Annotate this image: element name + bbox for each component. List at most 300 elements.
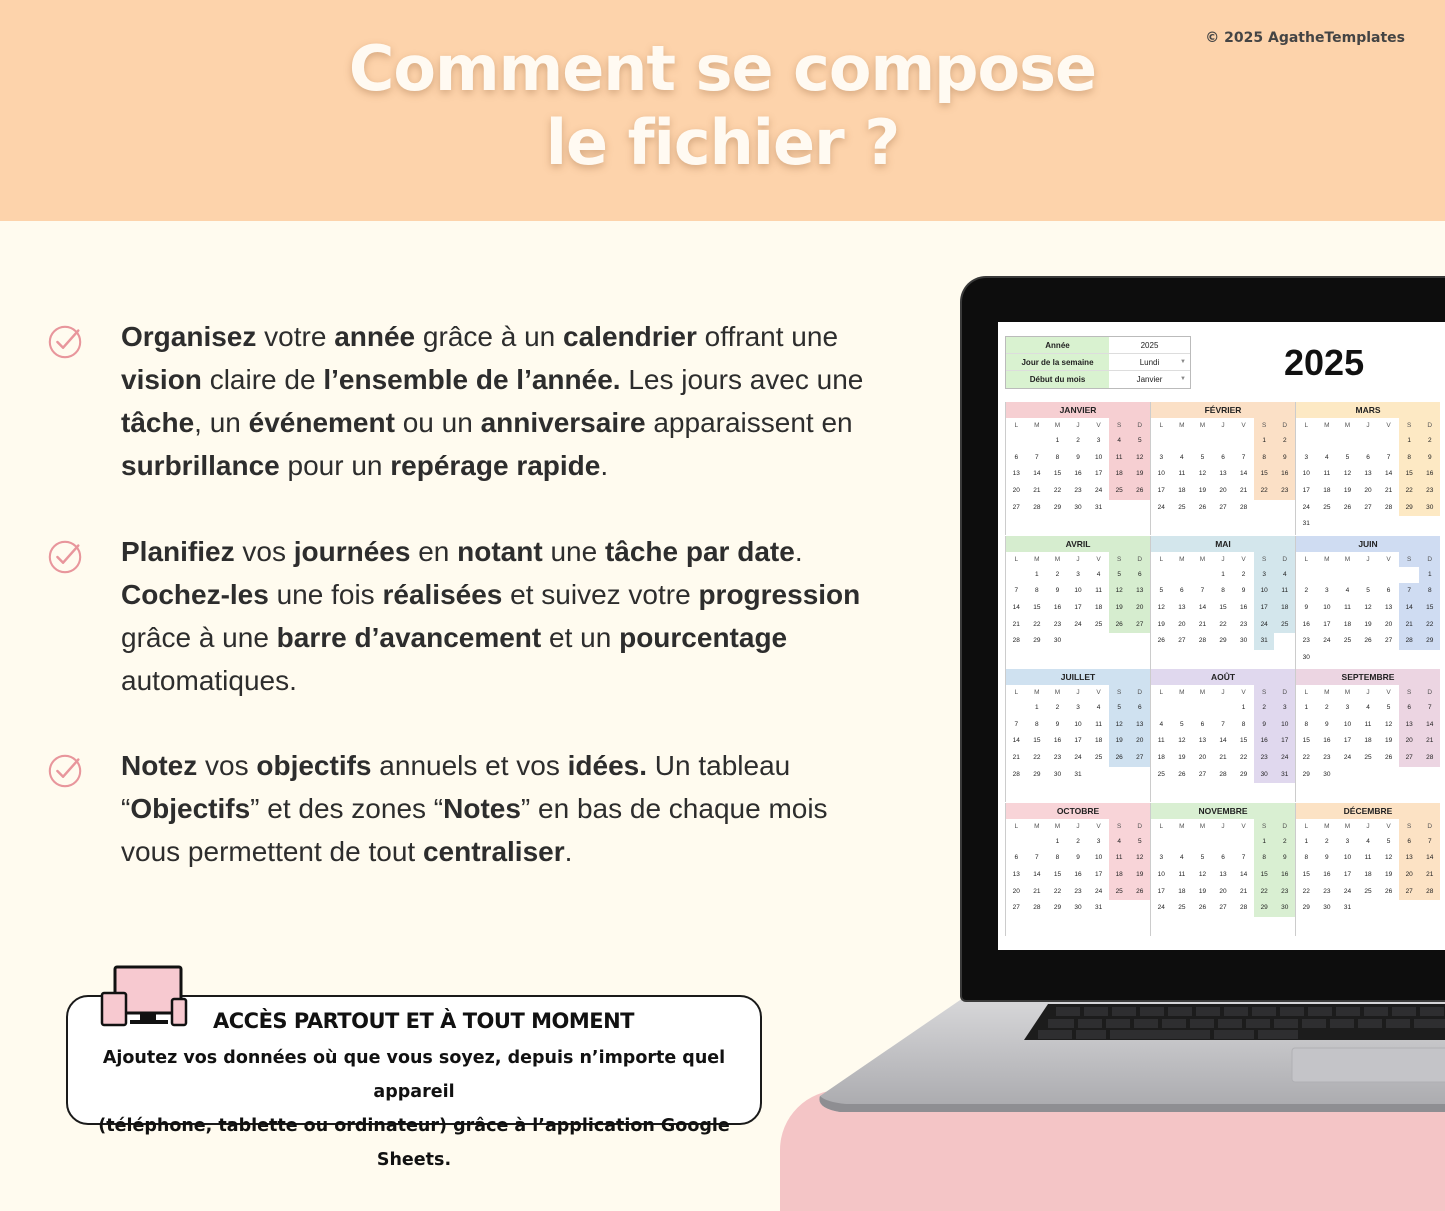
calendar-day[interactable]: 16	[1274, 867, 1295, 884]
calendar-day[interactable]: 30	[1323, 904, 1331, 912]
calendar-day[interactable]: 7	[1014, 587, 1019, 595]
calendar-day[interactable]: 19	[1157, 620, 1165, 628]
calendar-day[interactable]: 7	[1035, 453, 1039, 461]
calendar-day[interactable]: 11	[1344, 603, 1351, 611]
calendar-day[interactable]: 21	[1384, 487, 1393, 495]
calendar-day[interactable]: 23	[1323, 887, 1331, 895]
calendar-day[interactable]: 28	[1399, 633, 1420, 650]
calendar-day[interactable]: 3	[1304, 453, 1309, 461]
calendar-day[interactable]: 28	[1219, 770, 1227, 778]
calendar-day[interactable]: 2	[1274, 433, 1295, 450]
calendar-day[interactable]: 2	[1055, 704, 1060, 711]
calendar-day[interactable]: 5	[1200, 854, 1205, 862]
calendar-day[interactable]: 5	[1109, 567, 1130, 584]
calendar-day[interactable]: 9	[1304, 603, 1309, 611]
calendar-day[interactable]: 22	[1399, 483, 1420, 500]
calendar-day[interactable]: 30	[1074, 904, 1082, 912]
calendar-day[interactable]: 11	[1364, 854, 1372, 862]
calendar-day[interactable]: 14	[1384, 470, 1393, 478]
calendar-day[interactable]: 28	[1033, 904, 1041, 912]
calendar-day[interactable]: 14	[1012, 737, 1020, 745]
calendar-day[interactable]: 17	[1157, 887, 1165, 895]
calendar-day[interactable]: 18	[1109, 867, 1130, 884]
calendar-day[interactable]: 14	[1419, 850, 1440, 867]
calendar-day[interactable]: 26	[1129, 884, 1150, 901]
calendar-day[interactable]: 15	[1302, 870, 1310, 878]
calendar-day[interactable]: 1	[1035, 704, 1039, 711]
calendar-day[interactable]: 7	[1241, 453, 1246, 461]
calendar-day[interactable]: 26	[1343, 503, 1352, 511]
calendar-day[interactable]: 25	[1109, 483, 1130, 500]
calendar-day[interactable]: 29	[1254, 900, 1275, 917]
calendar-day[interactable]: 28	[1384, 503, 1393, 511]
calendar-day[interactable]: 23	[1074, 487, 1082, 495]
calendar-day[interactable]: 17	[1074, 603, 1082, 611]
calendar-day[interactable]: 5	[1109, 700, 1130, 717]
calendar-day[interactable]: 13	[1219, 870, 1227, 878]
calendar-day[interactable]: 23	[1074, 887, 1082, 895]
calendar-day[interactable]: 12	[1157, 603, 1165, 611]
calendar-day[interactable]: 14	[1239, 870, 1248, 878]
calendar-day[interactable]: 23	[1239, 620, 1248, 628]
calendar-day[interactable]: 25	[1157, 770, 1165, 778]
calendar-day[interactable]: 18	[1323, 487, 1331, 495]
calendar-day[interactable]: 10	[1323, 603, 1331, 611]
calendar-day[interactable]: 6	[1129, 567, 1150, 584]
calendar-day[interactable]: 18	[1109, 466, 1130, 483]
calendar-day[interactable]: 20	[1129, 733, 1150, 750]
calendar-day[interactable]: 4	[1180, 453, 1184, 461]
calendar-day[interactable]: 2	[1304, 587, 1309, 595]
calendar-day[interactable]: 29	[1419, 633, 1440, 650]
calendar-day[interactable]: 22	[1033, 620, 1041, 628]
calendar-day[interactable]: 21	[1033, 487, 1041, 495]
calendar-day[interactable]: 18	[1274, 600, 1295, 617]
calendar-day[interactable]: 15	[1419, 600, 1440, 617]
calendar-day[interactable]: 7	[1035, 854, 1039, 862]
calendar-day[interactable]: 12	[1129, 450, 1150, 467]
calendar-day[interactable]: 24	[1094, 887, 1103, 895]
calendar-day[interactable]: 24	[1094, 487, 1103, 495]
calendar-day[interactable]: 18	[1094, 603, 1103, 611]
calendar-day[interactable]: 13	[1012, 470, 1020, 478]
calendar-day[interactable]: 21	[1399, 617, 1420, 634]
calendar-day[interactable]: 17	[1157, 487, 1165, 495]
calendar-day[interactable]: 20	[1012, 487, 1020, 495]
calendar-day[interactable]: 2	[1076, 837, 1080, 845]
calendar-day[interactable]: 20	[1178, 620, 1186, 628]
calendar-day[interactable]: 4	[1096, 704, 1101, 711]
calendar-day[interactable]: 8	[1304, 720, 1309, 728]
calendar-day[interactable]: 11	[1178, 870, 1186, 878]
calendar-day[interactable]: 3	[1274, 700, 1295, 717]
calendar-day[interactable]: 6	[1221, 854, 1225, 862]
calendar-day[interactable]: 7	[1200, 587, 1205, 595]
calendar-day[interactable]: 11	[1364, 720, 1372, 728]
calendar-day[interactable]: 21	[1419, 733, 1440, 750]
calendar-day[interactable]: 29	[1239, 770, 1248, 778]
calendar-day[interactable]: 6	[1366, 453, 1370, 461]
calendar-day[interactable]: 25	[1178, 904, 1186, 912]
calendar-day[interactable]: 21	[1012, 754, 1020, 762]
calendar-day[interactable]: 26	[1384, 754, 1393, 762]
calendar-day[interactable]: 16	[1053, 737, 1062, 745]
calendar-day[interactable]: 20	[1364, 487, 1372, 495]
calendar-day[interactable]: 19	[1178, 754, 1186, 762]
calendar-day[interactable]: 19	[1109, 600, 1130, 617]
calendar-day[interactable]: 27	[1384, 637, 1393, 645]
calendar-day[interactable]: 16	[1074, 470, 1082, 478]
calendar-day[interactable]: 15	[1053, 870, 1062, 878]
calendar-day[interactable]: 9	[1055, 587, 1060, 595]
calendar-day[interactable]: 5	[1386, 837, 1391, 845]
calendar-day[interactable]: 9	[1325, 854, 1329, 862]
calendar-day[interactable]: 1	[1399, 433, 1420, 450]
calendar-day[interactable]: 12	[1384, 720, 1393, 728]
calendar-day[interactable]: 29	[1219, 637, 1227, 645]
calendar-day[interactable]: 19	[1129, 466, 1150, 483]
calendar-day[interactable]: 15	[1219, 603, 1227, 611]
calendar-day[interactable]: 11	[1109, 450, 1130, 467]
calendar-day[interactable]: 13	[1399, 717, 1420, 734]
calendar-day[interactable]: 20	[1219, 887, 1227, 895]
calendar-day[interactable]: 11	[1323, 470, 1331, 478]
calendar-day[interactable]: 22	[1053, 487, 1062, 495]
calendar-day[interactable]: 5	[1129, 433, 1150, 450]
calendar-day[interactable]: 11	[1095, 720, 1102, 728]
calendar-day[interactable]: 24	[1254, 617, 1275, 634]
calendar-day[interactable]: 3	[1159, 854, 1164, 862]
calendar-day[interactable]: 30	[1254, 767, 1275, 784]
calendar-day[interactable]: 8	[1055, 854, 1060, 862]
calendar-day[interactable]: 31	[1094, 503, 1103, 511]
calendar-day[interactable]: 12	[1178, 737, 1186, 745]
calendar-day[interactable]: 23	[1274, 884, 1295, 901]
calendar-day[interactable]: 27	[1129, 617, 1150, 634]
month-start-select[interactable]	[1109, 371, 1190, 388]
calendar-day[interactable]: 30	[1274, 900, 1295, 917]
calendar-day[interactable]: 1	[1221, 570, 1225, 578]
calendar-day[interactable]: 2	[1076, 437, 1080, 444]
calendar-day[interactable]: 25	[1094, 620, 1103, 628]
calendar-day[interactable]: 14	[1033, 470, 1041, 478]
calendar-day[interactable]: 21	[1419, 867, 1440, 884]
calendar-day[interactable]: 24	[1302, 503, 1310, 511]
calendar-day[interactable]: 19	[1384, 737, 1393, 745]
calendar-day[interactable]: 6	[1221, 453, 1225, 461]
calendar-day[interactable]: 26	[1198, 503, 1207, 511]
calendar-day[interactable]: 17	[1323, 620, 1331, 628]
year-input[interactable]	[1109, 337, 1190, 353]
calendar-day[interactable]: 3	[1254, 567, 1275, 584]
calendar-day[interactable]: 28	[1239, 904, 1248, 912]
calendar-day[interactable]: 17	[1094, 870, 1103, 878]
calendar-day[interactable]: 5	[1386, 704, 1391, 711]
calendar-day[interactable]: 4	[1159, 720, 1164, 728]
calendar-day[interactable]: 14	[1198, 603, 1207, 611]
calendar-day[interactable]: 31	[1302, 520, 1310, 528]
calendar-day[interactable]: 14	[1033, 870, 1041, 878]
calendar-day[interactable]: 9	[1274, 850, 1295, 867]
calendar-day[interactable]: 4	[1096, 570, 1101, 578]
calendar-day[interactable]: 8	[1304, 854, 1309, 862]
calendar-day[interactable]: 9	[1254, 717, 1275, 734]
calendar-day[interactable]: 24	[1157, 904, 1165, 912]
calendar-day[interactable]: 22	[1302, 754, 1310, 762]
calendar-day[interactable]: 1	[1304, 704, 1309, 711]
calendar-day[interactable]: 28	[1012, 637, 1020, 645]
calendar-day[interactable]: 19	[1109, 733, 1130, 750]
calendar-day[interactable]: 13	[1129, 583, 1150, 600]
calendar-day[interactable]: 6	[1180, 587, 1184, 595]
calendar-day[interactable]: 2	[1055, 570, 1060, 578]
calendar-day[interactable]: 28	[1419, 750, 1440, 767]
calendar-day[interactable]: 24	[1157, 503, 1165, 511]
calendar-day[interactable]: 5	[1129, 834, 1150, 851]
calendar-day[interactable]: 24	[1274, 750, 1295, 767]
calendar-day[interactable]: 23	[1053, 620, 1062, 628]
calendar-day[interactable]: 19	[1198, 487, 1207, 495]
calendar-day[interactable]: 10	[1094, 453, 1103, 461]
calendar-day[interactable]: 6	[1399, 700, 1420, 717]
calendar-day[interactable]: 4	[1345, 587, 1350, 595]
calendar-day[interactable]: 30	[1053, 637, 1062, 645]
calendar-day[interactable]: 31	[1343, 904, 1352, 912]
calendar-day[interactable]: 15	[1033, 603, 1041, 611]
calendar-day[interactable]: 26	[1157, 637, 1165, 645]
calendar-day[interactable]: 9	[1076, 854, 1080, 862]
calendar-day[interactable]: 6	[1386, 587, 1391, 595]
calendar-day[interactable]: 4	[1180, 854, 1184, 862]
calendar-day[interactable]: 21	[1239, 887, 1248, 895]
calendar-day[interactable]: 29	[1053, 503, 1062, 511]
calendar-day[interactable]: 23	[1254, 750, 1275, 767]
calendar-day[interactable]: 18	[1343, 620, 1352, 628]
calendar-day[interactable]: 2	[1254, 700, 1275, 717]
calendar-day[interactable]: 17	[1094, 470, 1103, 478]
calendar-day[interactable]: 1	[1035, 570, 1039, 578]
calendar-day[interactable]: 7	[1386, 453, 1391, 461]
calendar-day[interactable]: 26	[1364, 637, 1372, 645]
calendar-day[interactable]: 25	[1094, 754, 1103, 762]
calendar-day[interactable]: 21	[1012, 620, 1020, 628]
calendar-day[interactable]: 10	[1343, 854, 1352, 862]
calendar-day[interactable]: 26	[1384, 887, 1393, 895]
calendar-day[interactable]: 12	[1129, 850, 1150, 867]
calendar-day[interactable]: 6	[1014, 854, 1019, 862]
calendar-day[interactable]: 22	[1033, 754, 1041, 762]
calendar-day[interactable]: 12	[1384, 854, 1393, 862]
calendar-day[interactable]: 21	[1198, 620, 1207, 628]
calendar-day[interactable]: 29	[1302, 904, 1310, 912]
calendar-day[interactable]: 3	[1096, 837, 1101, 845]
calendar-day[interactable]: 15	[1302, 737, 1310, 745]
calendar-day[interactable]: 26	[1198, 904, 1207, 912]
calendar-day[interactable]: 24	[1323, 637, 1331, 645]
calendar-day[interactable]: 6	[1399, 834, 1420, 851]
calendar-day[interactable]: 28	[1419, 884, 1440, 901]
calendar-day[interactable]: 10	[1094, 854, 1103, 862]
calendar-day[interactable]: 7	[1399, 583, 1420, 600]
calendar-day[interactable]: 20	[1399, 733, 1420, 750]
calendar-day[interactable]: 12	[1343, 470, 1352, 478]
calendar-day[interactable]: 27	[1012, 904, 1020, 912]
calendar-day[interactable]: 17	[1274, 733, 1295, 750]
calendar-day[interactable]: 16	[1302, 620, 1310, 628]
calendar-day[interactable]: 6	[1200, 720, 1205, 728]
calendar-day[interactable]: 10	[1074, 587, 1082, 595]
calendar-day[interactable]: 13	[1178, 603, 1186, 611]
calendar-day[interactable]: 26	[1129, 483, 1150, 500]
calendar-day[interactable]: 3	[1076, 570, 1080, 578]
calendar-day[interactable]: 25	[1364, 887, 1372, 895]
calendar-day[interactable]: 16	[1323, 737, 1331, 745]
calendar-day[interactable]: 26	[1109, 617, 1130, 634]
calendar-day[interactable]: 3	[1325, 587, 1329, 595]
calendar-day[interactable]: 9	[1419, 450, 1440, 467]
calendar-day[interactable]: 26	[1109, 750, 1130, 767]
calendar-day[interactable]: 10	[1074, 720, 1082, 728]
calendar-day[interactable]: 27	[1178, 637, 1186, 645]
calendar-day[interactable]: 2	[1241, 570, 1246, 578]
calendar-day[interactable]: 18	[1364, 737, 1372, 745]
calendar-day[interactable]: 31	[1074, 770, 1082, 778]
calendar-day[interactable]: 29	[1033, 770, 1041, 778]
calendar-day[interactable]: 4	[1366, 837, 1370, 845]
calendar-day[interactable]: 17	[1343, 870, 1352, 878]
calendar-day[interactable]: 6	[1014, 453, 1019, 461]
calendar-day[interactable]: 3	[1076, 704, 1080, 711]
calendar-day[interactable]: 16	[1239, 603, 1248, 611]
calendar-day[interactable]: 12	[1364, 603, 1372, 611]
calendar-day[interactable]: 11	[1178, 470, 1186, 478]
calendar-day[interactable]: 28	[1033, 503, 1041, 511]
calendar-day[interactable]: 16	[1419, 466, 1440, 483]
calendar-day[interactable]: 11	[1095, 587, 1102, 595]
calendar-day[interactable]: 25	[1364, 754, 1372, 762]
calendar-day[interactable]: 20	[1198, 754, 1207, 762]
calendar-day[interactable]: 28	[1012, 770, 1020, 778]
calendar-day[interactable]: 4	[1366, 704, 1370, 711]
calendar-day[interactable]: 27	[1219, 904, 1227, 912]
calendar-day[interactable]: 9	[1325, 720, 1329, 728]
calendar-day[interactable]: 12	[1198, 470, 1207, 478]
calendar-day[interactable]: 16	[1274, 466, 1295, 483]
calendar-day[interactable]: 7	[1419, 834, 1440, 851]
calendar-day[interactable]: 27	[1129, 750, 1150, 767]
calendar-day[interactable]: 23	[1274, 483, 1295, 500]
calendar-day[interactable]: 24	[1343, 754, 1352, 762]
calendar-day[interactable]: 3	[1159, 453, 1164, 461]
calendar-day[interactable]: 12	[1109, 583, 1130, 600]
calendar-day[interactable]: 10	[1254, 583, 1275, 600]
calendar-day[interactable]: 5	[1180, 720, 1184, 728]
calendar-day[interactable]: 23	[1053, 754, 1062, 762]
calendar-day[interactable]: 31	[1094, 904, 1103, 912]
calendar-day[interactable]: 24	[1074, 754, 1082, 762]
calendar-day[interactable]: 2	[1419, 433, 1440, 450]
calendar-day[interactable]: 30	[1302, 653, 1310, 661]
calendar-day[interactable]: 3	[1345, 837, 1350, 845]
calendar-day[interactable]: 1	[1254, 433, 1275, 450]
calendar-day[interactable]: 21	[1239, 487, 1248, 495]
calendar-day[interactable]: 8	[1399, 450, 1420, 467]
calendar-day[interactable]: 11	[1157, 737, 1165, 745]
calendar-day[interactable]: 25	[1323, 503, 1331, 511]
calendar-day[interactable]: 9	[1274, 450, 1295, 467]
calendar-day[interactable]: 29	[1302, 770, 1310, 778]
calendar-day[interactable]: 1	[1304, 837, 1309, 845]
calendar-day[interactable]: 15	[1239, 737, 1248, 745]
calendar-day[interactable]: 27	[1012, 503, 1020, 511]
calendar-day[interactable]: 11	[1109, 850, 1130, 867]
calendar-day[interactable]: 16	[1074, 870, 1082, 878]
calendar-day[interactable]: 1	[1241, 704, 1246, 711]
calendar-day[interactable]: 14	[1012, 603, 1020, 611]
calendar-day[interactable]: 1	[1254, 834, 1275, 851]
calendar-day[interactable]: 27	[1198, 770, 1207, 778]
calendar-day[interactable]: 22	[1219, 620, 1227, 628]
calendar-day[interactable]: 14	[1219, 737, 1227, 745]
calendar-day[interactable]: 13	[1399, 850, 1420, 867]
calendar-day[interactable]: 8	[1221, 587, 1225, 595]
calendar-day[interactable]: 12	[1109, 717, 1130, 734]
calendar-day[interactable]: 16	[1053, 603, 1062, 611]
calendar-day[interactable]: 25	[1109, 884, 1130, 901]
calendar-day[interactable]: 25	[1178, 503, 1186, 511]
calendar-day[interactable]: 5	[1200, 453, 1205, 461]
calendar-day[interactable]: 8	[1241, 720, 1246, 728]
calendar-day[interactable]: 8	[1419, 583, 1440, 600]
calendar-day[interactable]: 24	[1074, 620, 1082, 628]
calendar-day[interactable]: 1	[1055, 837, 1060, 845]
calendar-day[interactable]: 29	[1053, 904, 1062, 912]
calendar-day[interactable]: 25	[1343, 637, 1352, 645]
calendar-day[interactable]: 4	[1109, 433, 1130, 450]
calendar-day[interactable]: 15	[1053, 470, 1062, 478]
calendar-day[interactable]: 13	[1129, 717, 1150, 734]
calendar-day[interactable]: 18	[1157, 754, 1165, 762]
calendar-day[interactable]: 12	[1198, 870, 1207, 878]
calendar-day[interactable]: 28	[1198, 637, 1207, 645]
calendar-day[interactable]: 4	[1325, 453, 1329, 461]
calendar-day[interactable]: 17	[1343, 737, 1352, 745]
calendar-day[interactable]: 7	[1419, 700, 1440, 717]
calendar-day[interactable]: 17	[1254, 600, 1275, 617]
calendar-day[interactable]: 2	[1325, 837, 1329, 845]
calendar-day[interactable]: 13	[1219, 470, 1227, 478]
calendar-day[interactable]: 30	[1419, 500, 1440, 517]
calendar-day[interactable]: 20	[1384, 620, 1393, 628]
calendar-day[interactable]: 19	[1384, 870, 1393, 878]
calendar-day[interactable]: 21	[1219, 754, 1227, 762]
calendar-day[interactable]: 20	[1129, 600, 1150, 617]
calendar-day[interactable]: 30	[1053, 770, 1062, 778]
calendar-day[interactable]: 22	[1053, 887, 1062, 895]
calendar-day[interactable]: 5	[1345, 453, 1350, 461]
calendar-day[interactable]: 19	[1129, 867, 1150, 884]
calendar-day[interactable]: 8	[1035, 587, 1039, 595]
calendar-day[interactable]: 8	[1254, 850, 1275, 867]
calendar-day[interactable]: 31	[1254, 633, 1275, 650]
calendar-day[interactable]: 13	[1012, 870, 1020, 878]
calendar-day[interactable]: 9	[1241, 587, 1246, 595]
calendar-day[interactable]: 21	[1033, 887, 1041, 895]
calendar-day[interactable]: 15	[1254, 867, 1275, 884]
calendar-day[interactable]: 3	[1096, 437, 1101, 444]
calendar-day[interactable]: 23	[1323, 754, 1331, 762]
weekday-select[interactable]	[1109, 354, 1190, 370]
